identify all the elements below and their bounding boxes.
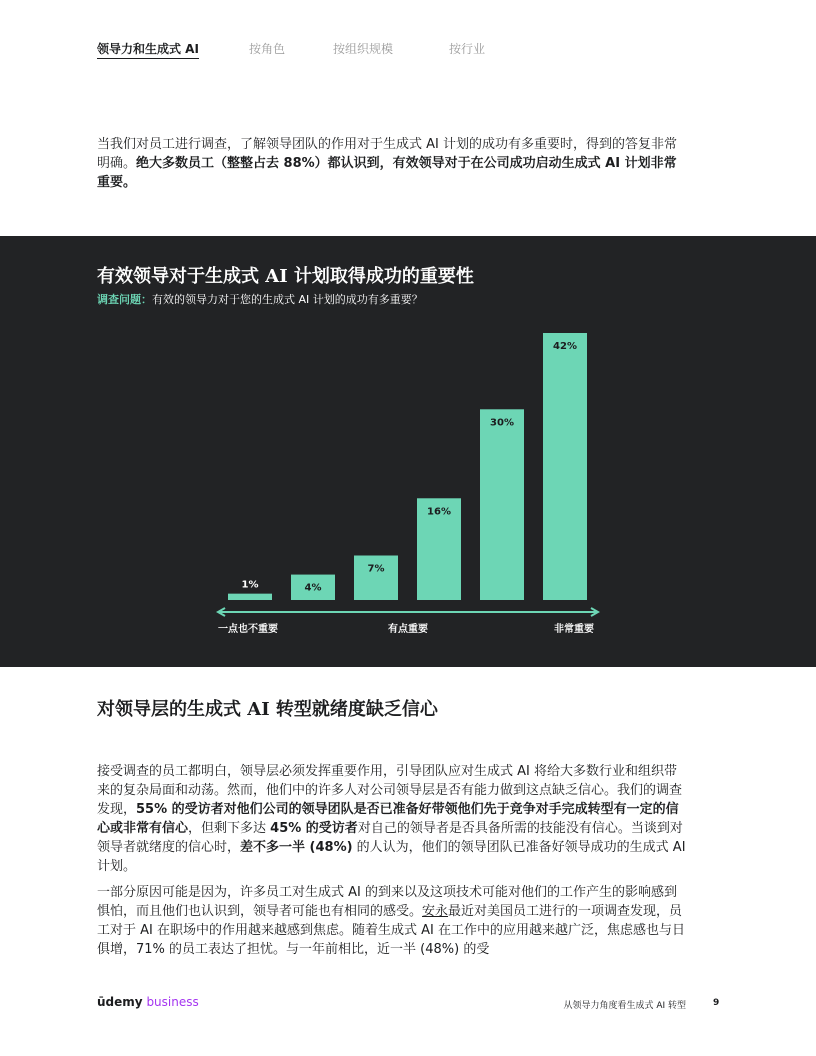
scale-label-low: 一点也不重要 (218, 624, 278, 635)
body-paragraph-2 (97, 883, 687, 959)
section-heading: 对领导层的生成式 AI 转型就绪度缺乏信心 (97, 699, 438, 720)
bar-6 (543, 333, 587, 600)
bar-value-label-3: 7% (367, 563, 385, 575)
udemy-business-logo (97, 995, 199, 1009)
para1-text-4: 的人认为，他们的领导团队已准备好领导成功的生成式 AI 计划。 (97, 840, 686, 874)
para1-text-3: 对自己的领导者是否具备所需的技能没有信心。当谈到对领导者就绪度的信心时， (97, 821, 683, 855)
para2-text-1: 一部分原因可能是因为，许多员工对生成式 AI 的到来以及这项技术可能对他们的工作产生的影响感到惧怕，而且他们也认识到，领导者可能也有相同的感受。 (97, 885, 677, 919)
bar-value-label-6: 42% (553, 341, 577, 352)
para1-bold-2: 45% 的受访者 (270, 821, 358, 836)
para2-text-2: 最近对美国员工进行的一项调查发现，员工对于 AI 在职场中的作用越来越感到焦虑。随着生成式 AI 在工作中的应用越来越广泛，焦虑感也与日俱增，71% 的员工表达了担忧。与一年前相比，近一半 (48%) 的受 (97, 904, 685, 957)
chart-section (0, 236, 816, 667)
survey-question (97, 291, 423, 307)
para1-text-2: ，但剩下多达 (188, 821, 271, 836)
chart-title: 有效领导对于生成式 AI 计划取得成功的重要性 (97, 266, 474, 287)
footer-doc-title: 从领导力角度看生成式 AI 转型 (563, 1001, 686, 1011)
bar-value-label-1: 1% (241, 579, 259, 591)
bar-5 (480, 409, 524, 600)
bar-1 (228, 594, 272, 600)
intro-text: 当我们对员工进行调查，了解领导团队的作用对于生成式 AI 计划的成功有多重要时，得到的答复非常明确。 (97, 137, 677, 171)
logo-brand: ūdemy (97, 995, 143, 1009)
bar-value-label-2: 4% (304, 582, 322, 594)
tab-by-role[interactable]: 按角色 (249, 42, 286, 56)
tab-leadership-genai[interactable]: 领导力和生成式 AI (97, 40, 199, 59)
page-number: 9 (713, 998, 720, 1008)
para1-text-1: 接受调查的员工都明白，领导层必须发挥重要作用，引导团队应对生成式 AI 将给大多数行业和组织带来的复杂局面和动荡。然而，他们中的许多人对公司领导层是否有能力做到这点缺乏信心。我们的调查发现， (97, 764, 683, 817)
para1-bold-3: 差不多一半 (48%) (240, 840, 353, 855)
chart-bars (228, 333, 587, 600)
bar-value-label-5: 30% (490, 417, 514, 429)
bar-value-label-4: 16% (427, 506, 451, 518)
scale-label-mid: 有点重要 (388, 624, 428, 635)
intro-bold-text: 绝大多数员工（整整占去 88%）都认识到，有效领导对于在公司成功启动生成式 AI 计划非常重要。 (97, 156, 677, 190)
body-paragraph-1 (97, 762, 687, 876)
survey-question-text: 有效的领导力对于您的生成式 AI 计划的成功有多重要？ (152, 293, 423, 306)
bar-3 (354, 556, 398, 601)
scale-label-high: 非常重要 (554, 624, 594, 635)
logo-product: business (146, 995, 199, 1009)
tab-by-org-size[interactable]: 按组织规模 (333, 42, 394, 56)
tab-by-industry[interactable]: 按行业 (449, 42, 486, 56)
para1-bold-1: 55% 的受访者对他们公司的领导团队是否已准备好带领他们先于竞争对手完成转型有一定的信心或非常有信心 (97, 802, 679, 836)
survey-question-label: 调查问题： (97, 293, 152, 306)
ey-survey-link[interactable]: 安永 (422, 904, 449, 919)
intro-paragraph (97, 135, 687, 192)
